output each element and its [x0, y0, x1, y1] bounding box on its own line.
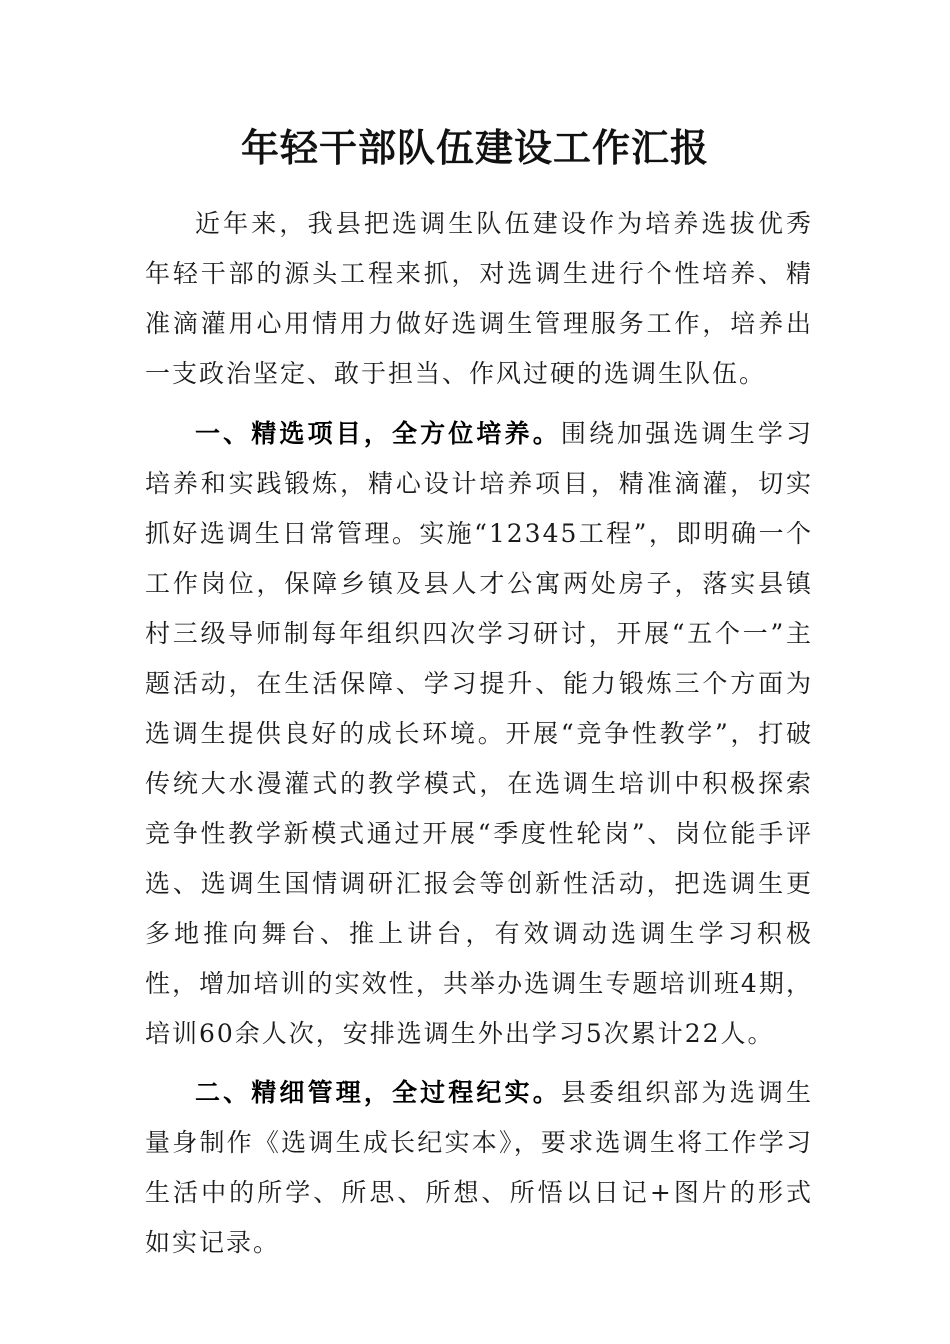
- intro-paragraph: 近年来，我县把选调生队伍建设作为培养选拔优秀年轻干部的源头工程来抓，对选调生进行个性培养、精准滴灌用心用情用力做好选调生管理服务工作，培养出一支政治坚定、敢于担当、作风过硬的选调生队伍。: [145, 209, 813, 388]
- section-2-body: 县委组织部为选调生量身制作《选调生成长纪实本》，要求选调生将工作学习生活中的所学、所思、所想、所悟以日记+图片的形式如实记录。: [145, 1078, 813, 1257]
- section-2-heading: 二、精细管理，全过程纪实。: [195, 1078, 561, 1107]
- section-1-paragraph: [145, 409, 813, 1059]
- section-1-heading: 一、精选项目，全方位培养。: [195, 419, 561, 448]
- section-1-body: 围绕加强选调生学习培养和实践锻炼，精心设计培养项目，精准滴灌，切实抓好选调生日常管理。实施“12345工程”，即明确一个工作岗位，保障乡镇及县人才公寓两处房子，落实县镇村三级导师制每年组织四次学习研讨，开展“五个一”主题活动，在生活保障、学习提升、能力锻炼三个方面为选调生提供良好的成长环境。开展“竞争性教学”，打破传统大水漫灌式的教学模式，在选调生培训中积极探索竞争性教学新模式通过开展“季度性轮岗”、岗位能手评选、选调生国情调研汇报会等创新性活动，把选调生更多地推向舞台、推上讲台，有效调动选调生学习积极性，增加培训的实效性，共举办选调生专题培训班4期，培训60余人次，安排选调生外出学习5次累计22人。: [145, 419, 813, 1048]
- document-title: 年轻干部队伍建设工作汇报: [240, 125, 709, 170]
- section-2-paragraph: [145, 1068, 813, 1268]
